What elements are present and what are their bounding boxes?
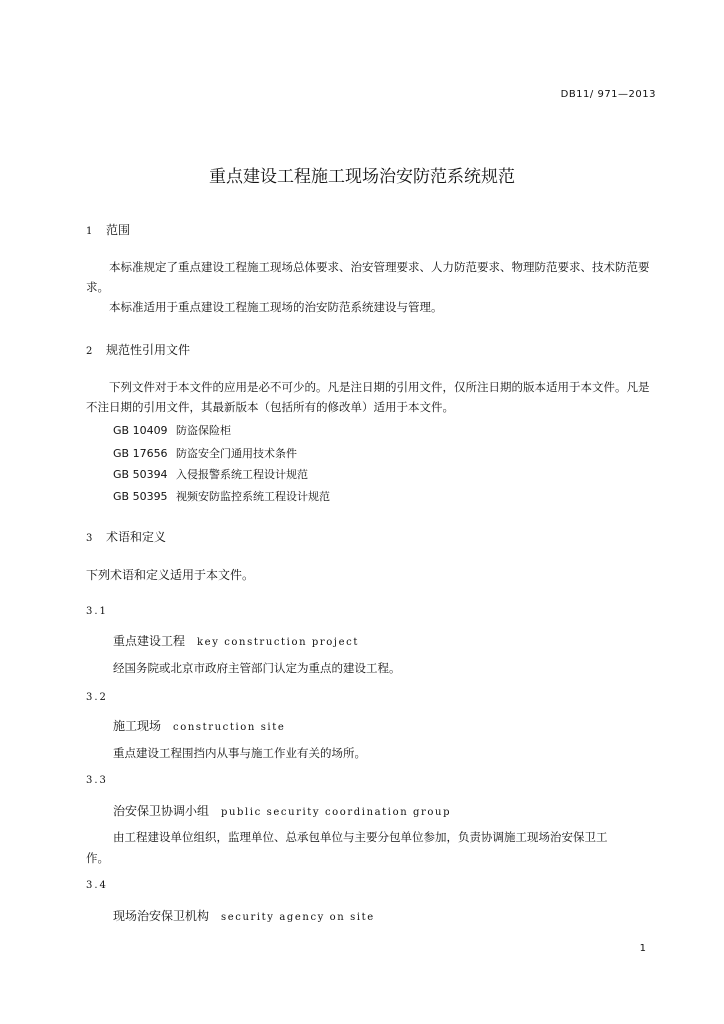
reference-name: 防盗保险柜 <box>176 424 231 437</box>
section-title: 术语和定义 <box>106 530 167 544</box>
term-definition-line-2: 作。 <box>86 851 109 865</box>
term-chinese: 重点建设工程 <box>113 634 186 648</box>
standard-code: DB11/ 971—2013 <box>560 89 656 100</box>
section-number: 1 <box>86 226 93 237</box>
section-title: 范围 <box>106 223 131 237</box>
section-number: 3 <box>86 533 93 544</box>
term-entry <box>113 907 375 924</box>
section-1-heading <box>86 221 130 238</box>
reference-code: GB 50395 <box>113 490 168 503</box>
term-definition: 重点建设工程围挡内从事与施工作业有关的场所。 <box>113 746 366 760</box>
reference-item <box>113 422 231 438</box>
term-entry <box>113 632 359 649</box>
term-number: 3.2 <box>86 692 108 703</box>
section-number: 2 <box>86 346 93 357</box>
term-definition: 经国务院或北京市政府主管部门认定为重点的建设工程。 <box>113 661 401 675</box>
section-1-paragraph-2: 本标准适用于重点建设工程施工现场的治安防范系统建设与管理。 <box>109 300 443 314</box>
term-definition-line-1: 由工程建设单位组织，监理单位、总承包单位与主要分包单位参加，负责协调施工现场治安保卫工 <box>113 830 608 844</box>
reference-item <box>113 445 297 461</box>
section-2-paragraph: 下列文件对于本文件的应用是必不可少的。凡是注日期的引用文件，仅所注日期的版本适用于本文件。凡是不注日期的引用文件，其最新版本（包括所有的修改单）适用于本文件。 <box>86 380 650 414</box>
term-entry <box>113 717 285 734</box>
term-english: security agency on site <box>221 912 375 923</box>
reference-name: 入侵报警系统工程设计规范 <box>176 468 308 481</box>
reference-item <box>113 466 308 482</box>
term-number: 3.1 <box>86 606 108 617</box>
page-number: 1 <box>639 943 646 954</box>
term-chinese: 现场治安保卫机构 <box>113 909 210 923</box>
term-english: public security coordination group <box>221 807 452 818</box>
reference-code: GB 10409 <box>113 424 168 437</box>
term-number: 3.3 <box>86 775 108 786</box>
reference-code: GB 50394 <box>113 468 168 481</box>
document-title: 重点建设工程施工现场治安防范系统规范 <box>209 167 515 187</box>
term-chinese: 施工现场 <box>113 719 162 733</box>
section-title: 规范性引用文件 <box>106 343 191 357</box>
reference-code: GB 17656 <box>113 447 168 460</box>
term-english: key construction project <box>197 637 359 648</box>
reference-name: 视频安防监控系统工程设计规范 <box>176 490 330 503</box>
term-number: 3.4 <box>86 880 108 891</box>
section-3-intro: 下列术语和定义适用于本文件。 <box>86 568 255 582</box>
reference-name: 防盗安全门通用技术条件 <box>176 447 297 460</box>
reference-item <box>113 488 330 504</box>
term-entry <box>113 802 451 819</box>
section-3-heading <box>86 528 166 545</box>
term-chinese: 治安保卫协调小组 <box>113 804 210 818</box>
term-english: construction site <box>173 722 286 733</box>
section-1-paragraph-1: 本标准规定了重点建设工程施工现场总体要求、治安管理要求、人力防范要求、物理防范要求、技术防范要求。 <box>86 260 650 294</box>
section-2-heading <box>86 341 190 358</box>
